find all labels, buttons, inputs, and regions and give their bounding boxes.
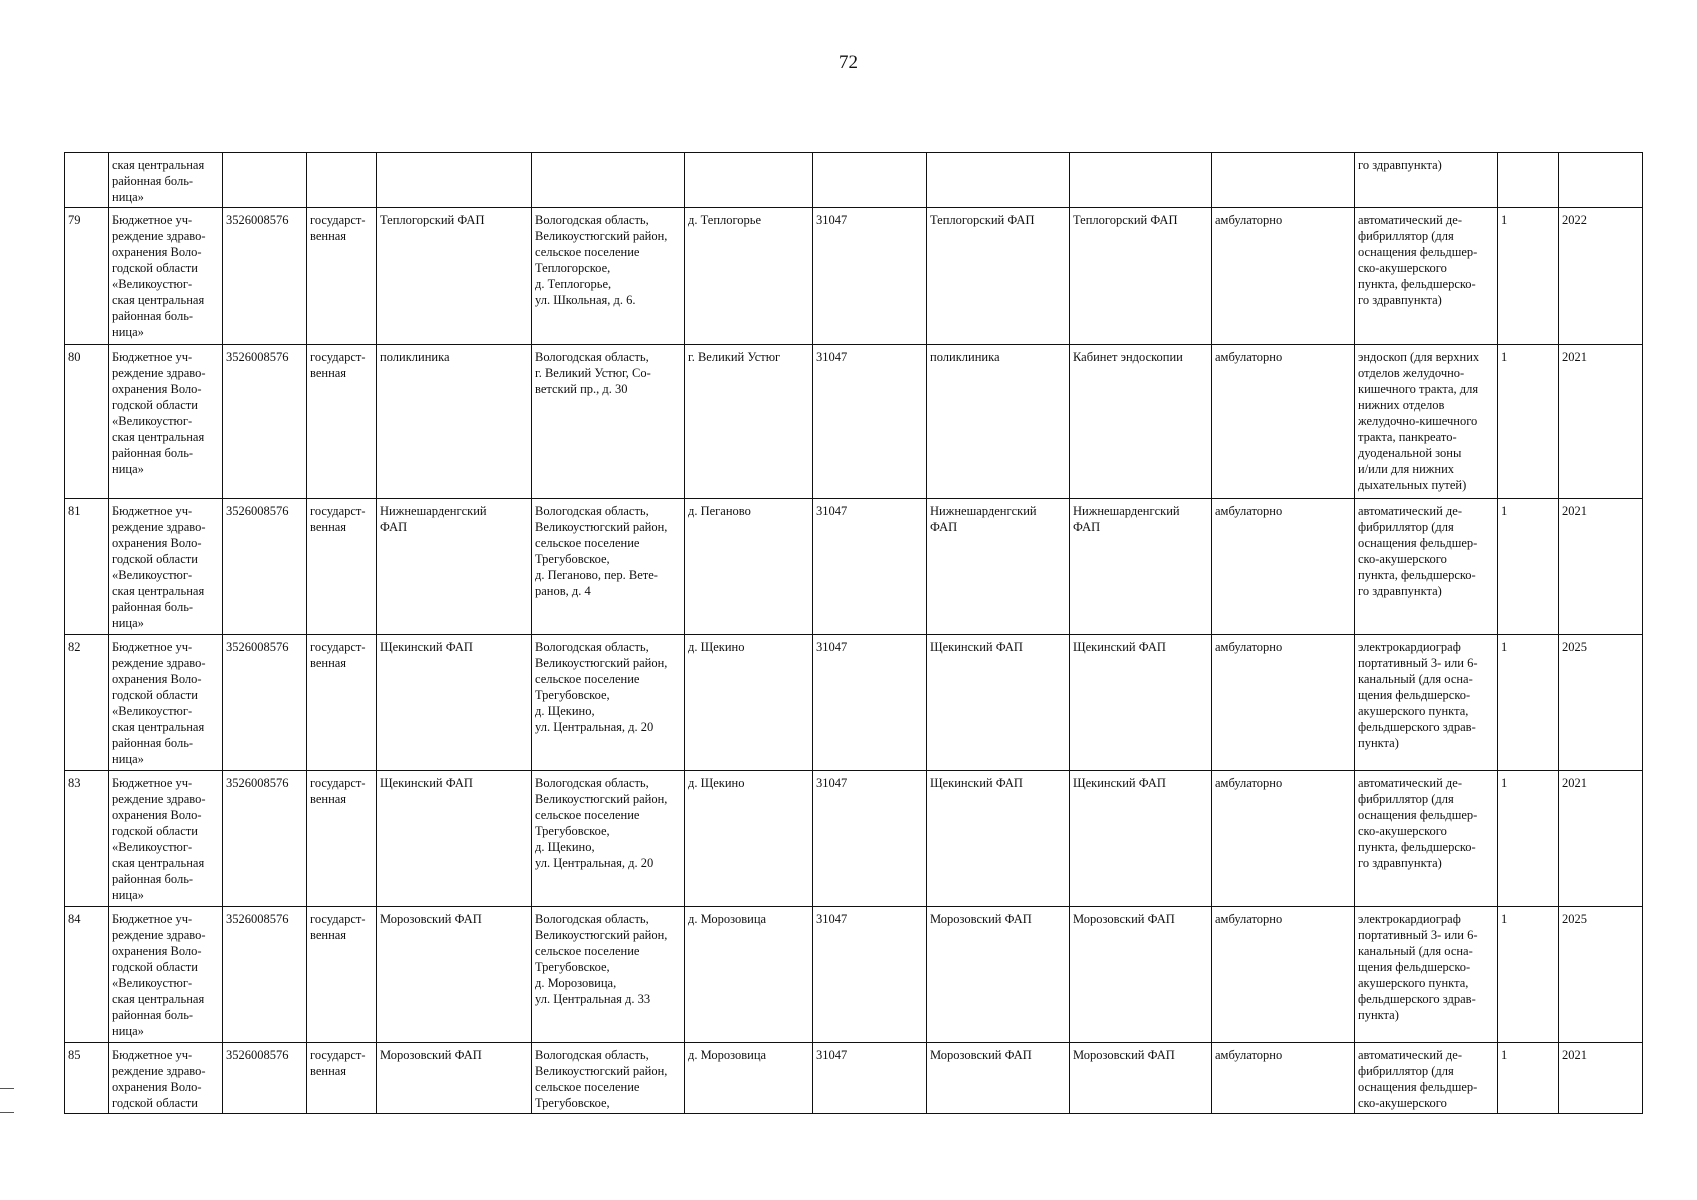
code-cell: 31047: [813, 208, 927, 345]
room-cell: Морозовский ФАП: [1070, 907, 1212, 1043]
row-number-cell: 83: [65, 771, 109, 907]
organization-cell: Бюджетное уч- реждение здраво- охранения Воло- годской области «Великоустюг- ская центральная районная боль- ница»: [109, 771, 223, 907]
unit-cell: Морозовский ФАП: [927, 1043, 1070, 1114]
year-cell: 2021: [1559, 345, 1643, 499]
address-cell: Вологодская область, Великоустюгский район, сельское поселение Трегубовское, д. Пеганово, пер. Вете- ранов, д. 4: [532, 499, 685, 635]
address-cell: Вологодская область, г. Великий Устюг, Со- ветский пр., д. 30: [532, 345, 685, 499]
year-cell: 2025: [1559, 635, 1643, 771]
row-number-cell: 82: [65, 635, 109, 771]
division-cell: Нижнешарденгский ФАП: [377, 499, 532, 635]
organization-cell: Бюджетное уч- реждение здраво- охранения Воло- годской области «Великоустюг- ская центральная районная боль- ница»: [109, 499, 223, 635]
locality-cell: д. Морозовица: [685, 1043, 813, 1114]
address-cell: Вологодская область, Великоустюгский район, сельское поселение Трегубовское, д. Щекино, ул. Центральная, д. 20: [532, 771, 685, 907]
ownership-form-cell: государст- венная: [307, 499, 377, 635]
inn-cell: 3526008576: [223, 635, 307, 771]
ownership-form-cell: государст- венная: [307, 1043, 377, 1114]
address-cell: Вологодская область, Великоустюгский район, сельское поселение Трегубовское, д. Морозовица, ул. Центральная д. 33: [532, 907, 685, 1043]
code-cell: [813, 153, 927, 208]
locality-cell: г. Великий Устюг: [685, 345, 813, 499]
equipment-cell: автоматический де- фибриллятор (для оснащения фельдшер- ско-акушерского пункта, фельдшерско- го здравпункта): [1355, 771, 1498, 907]
table-row: [65, 635, 1643, 771]
equipment-cell: эндоскоп (для верхних отделов желудочно- кишечного тракта, для нижних отделов желудочно-кишечного тракта, панкреато- дуоденальной зоны и/или для нижних дыхательных путей): [1355, 345, 1498, 499]
equipment-cell: электрокардиограф портативный 3- или 6- канальный (для осна- щения фельдшерско- акушерского пункта, фельдшерского здрав- пункта): [1355, 907, 1498, 1043]
year-cell: 2025: [1559, 907, 1643, 1043]
row-number-cell: 79: [65, 208, 109, 345]
code-cell: 31047: [813, 499, 927, 635]
ownership-form-cell: государст- венная: [307, 907, 377, 1043]
room-cell: Морозовский ФАП: [1070, 1043, 1212, 1114]
inn-cell: 3526008576: [223, 771, 307, 907]
quantity-cell: 1: [1498, 635, 1559, 771]
quantity-cell: 1: [1498, 499, 1559, 635]
division-cell: Щекинский ФАП: [377, 771, 532, 907]
equipment-cell: го здравпункта): [1355, 153, 1498, 208]
division-cell: Теплогорский ФАП: [377, 208, 532, 345]
organization-cell: Бюджетное уч- реждение здраво- охранения Воло- годской области «Великоустюг- ская центральная районная боль- ница»: [109, 635, 223, 771]
inn-cell: [223, 153, 307, 208]
room-cell: [1070, 153, 1212, 208]
locality-cell: д. Морозовица: [685, 907, 813, 1043]
division-cell: Морозовский ФАП: [377, 907, 532, 1043]
table-row: [65, 153, 1643, 208]
equipment-cell: автоматический де- фибриллятор (для оснащения фельдшер- ско-акушерского пункта, фельдшерско- го здравпункта): [1355, 499, 1498, 635]
edge-mark-bottom: [0, 1112, 14, 1113]
organization-cell: Бюджетное уч- реждение здраво- охранения Воло- годской области: [109, 1043, 223, 1114]
ownership-form-cell: государст- венная: [307, 345, 377, 499]
code-cell: 31047: [813, 907, 927, 1043]
unit-cell: Щекинский ФАП: [927, 771, 1070, 907]
year-cell: 2021: [1559, 499, 1643, 635]
locality-cell: [685, 153, 813, 208]
unit-cell: поликлиника: [927, 345, 1070, 499]
care-conditions-cell: амбулаторно: [1212, 635, 1355, 771]
table-row: [65, 1043, 1643, 1114]
unit-cell: Щекинский ФАП: [927, 635, 1070, 771]
row-number-cell: 81: [65, 499, 109, 635]
room-cell: Теплогорский ФАП: [1070, 208, 1212, 345]
division-cell: поликлиника: [377, 345, 532, 499]
locality-cell: д. Теплогорье: [685, 208, 813, 345]
ownership-form-cell: государст- венная: [307, 208, 377, 345]
table-row: [65, 345, 1643, 499]
division-cell: [377, 153, 532, 208]
address-cell: Вологодская область, Великоустюгский район, сельское поселение Трегубовское,: [532, 1043, 685, 1114]
code-cell: 31047: [813, 1043, 927, 1114]
table-row: [65, 499, 1643, 635]
care-conditions-cell: амбулаторно: [1212, 1043, 1355, 1114]
organization-cell: Бюджетное уч- реждение здраво- охранения Воло- годской области «Великоустюг- ская центральная районная боль- ница»: [109, 907, 223, 1043]
unit-cell: Морозовский ФАП: [927, 907, 1070, 1043]
locality-cell: д. Щекино: [685, 635, 813, 771]
edge-mark-top: [0, 1088, 14, 1089]
page-number: 72: [839, 52, 858, 73]
room-cell: Кабинет эндоскопии: [1070, 345, 1212, 499]
year-cell: 2021: [1559, 1043, 1643, 1114]
year-cell: [1559, 153, 1643, 208]
row-number-cell: 85: [65, 1043, 109, 1114]
row-number-cell: [65, 153, 109, 208]
quantity-cell: 1: [1498, 771, 1559, 907]
code-cell: 31047: [813, 771, 927, 907]
address-cell: Вологодская область, Великоустюгский район, сельское поселение Теплогорское, д. Теплогорье, ул. Школьная, д. 6.: [532, 208, 685, 345]
care-conditions-cell: амбулаторно: [1212, 907, 1355, 1043]
equipment-cell: автоматический де- фибриллятор (для оснащения фельдшер- ско-акушерского пункта, фельдшерско- го здравпункта): [1355, 208, 1498, 345]
quantity-cell: [1498, 153, 1559, 208]
room-cell: Щекинский ФАП: [1070, 771, 1212, 907]
inn-cell: 3526008576: [223, 208, 307, 345]
room-cell: Нижнешарденгский ФАП: [1070, 499, 1212, 635]
year-cell: 2022: [1559, 208, 1643, 345]
unit-cell: [927, 153, 1070, 208]
quantity-cell: 1: [1498, 345, 1559, 499]
ownership-form-cell: государст- венная: [307, 771, 377, 907]
row-number-cell: 80: [65, 345, 109, 499]
locality-cell: д. Пеганово: [685, 499, 813, 635]
quantity-cell: 1: [1498, 1043, 1559, 1114]
care-conditions-cell: амбулаторно: [1212, 771, 1355, 907]
equipment-cell: электрокардиограф портативный 3- или 6- канальный (для осна- щения фельдшерско- акушерского пункта, фельдшерского здрав- пункта): [1355, 635, 1498, 771]
equipment-cell: автоматический де- фибриллятор (для оснащения фельдшер- ско-акушерского: [1355, 1043, 1498, 1114]
organization-cell: Бюджетное уч- реждение здраво- охранения Воло- годской области «Великоустюг- ская центральная районная боль- ница»: [109, 208, 223, 345]
row-number-cell: 84: [65, 907, 109, 1043]
locality-cell: д. Щекино: [685, 771, 813, 907]
organization-cell: ская центральная районная боль- ница»: [109, 153, 223, 208]
division-cell: Щекинский ФАП: [377, 635, 532, 771]
inn-cell: 3526008576: [223, 1043, 307, 1114]
ownership-form-cell: государст- венная: [307, 635, 377, 771]
code-cell: 31047: [813, 345, 927, 499]
inn-cell: 3526008576: [223, 345, 307, 499]
quantity-cell: 1: [1498, 208, 1559, 345]
table-row: [65, 208, 1643, 345]
ownership-form-cell: [307, 153, 377, 208]
unit-cell: Теплогорский ФАП: [927, 208, 1070, 345]
unit-cell: Нижнешарденгский ФАП: [927, 499, 1070, 635]
equipment-table: [64, 152, 1643, 1114]
code-cell: 31047: [813, 635, 927, 771]
year-cell: 2021: [1559, 771, 1643, 907]
quantity-cell: 1: [1498, 907, 1559, 1043]
care-conditions-cell: амбулаторно: [1212, 208, 1355, 345]
address-cell: Вологодская область, Великоустюгский район, сельское поселение Трегубовское, д. Щекино, ул. Центральная, д. 20: [532, 635, 685, 771]
care-conditions-cell: амбулаторно: [1212, 499, 1355, 635]
table-row: [65, 771, 1643, 907]
division-cell: Морозовский ФАП: [377, 1043, 532, 1114]
inn-cell: 3526008576: [223, 499, 307, 635]
inn-cell: 3526008576: [223, 907, 307, 1043]
organization-cell: Бюджетное уч- реждение здраво- охранения Воло- годской области «Великоустюг- ская центральная районная боль- ница»: [109, 345, 223, 499]
care-conditions-cell: [1212, 153, 1355, 208]
room-cell: Щекинский ФАП: [1070, 635, 1212, 771]
table-row: [65, 907, 1643, 1043]
care-conditions-cell: амбулаторно: [1212, 345, 1355, 499]
address-cell: [532, 153, 685, 208]
